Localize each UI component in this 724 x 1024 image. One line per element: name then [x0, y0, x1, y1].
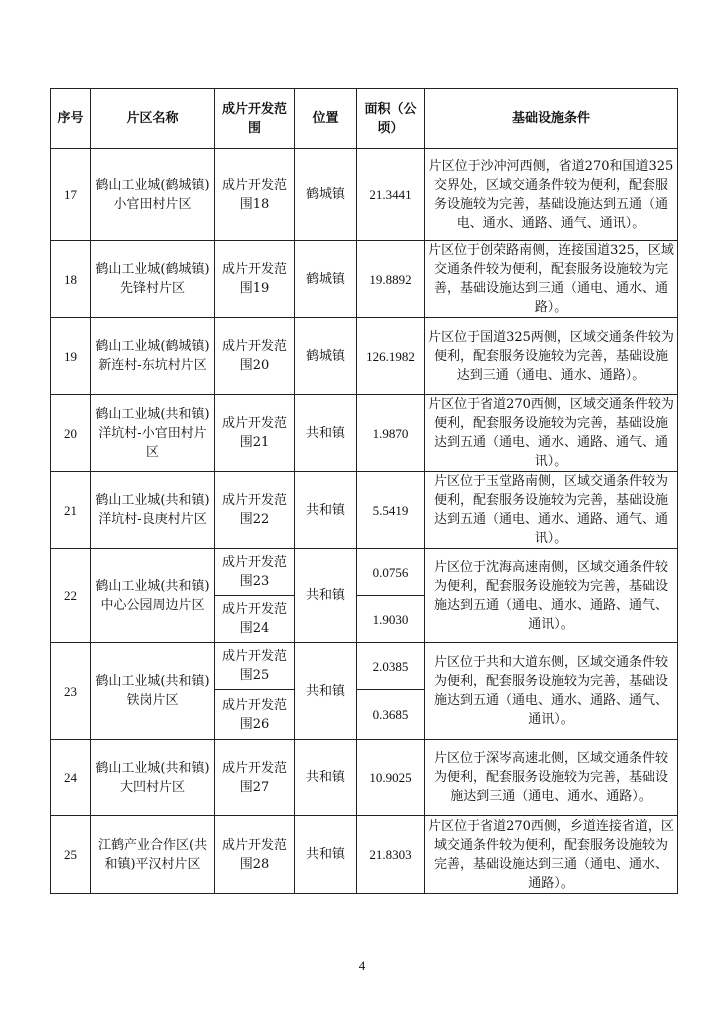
cell-conditions: 片区位于深岑高速北侧，区域交通条件较为便利，配套服务设施较为完善，基础设施达到三通（通电、通水、通路）。	[425, 740, 678, 816]
table-row	[51, 318, 678, 395]
cell-area: 10.9025	[357, 740, 425, 816]
cell-seq: 19	[51, 318, 91, 395]
cell-area: 2.0385	[357, 643, 425, 690]
cell-scope: 成片开发范围28	[215, 816, 295, 894]
cell-area: 1.9870	[357, 395, 425, 472]
cell-area: 126.1982	[357, 318, 425, 395]
cell-seq: 22	[51, 549, 91, 643]
header-conditions: 基础设施条件	[425, 89, 678, 149]
cell-scope: 成片开发范围26	[215, 690, 295, 740]
header-name: 片区名称	[91, 89, 215, 149]
table-row	[51, 816, 678, 894]
cell-conditions: 片区位于国道325两侧，区域交通条件较为便利，配套服务设施较为完善，基础设施达到三通（通电、通水、通路）。	[425, 318, 678, 395]
cell-conditions: 片区位于创荣路南侧，连接国道325，区域交通条件较为便利，配套服务设施较为完善，基础设施达到三通（通电、通水、通路）。	[425, 241, 678, 318]
cell-scope: 成片开发范围20	[215, 318, 295, 395]
cell-location: 共和镇	[295, 643, 357, 740]
table-row	[51, 149, 678, 241]
table-row	[51, 740, 678, 816]
cell-area: 5.5419	[357, 472, 425, 549]
cell-scope: 成片开发范围25	[215, 643, 295, 690]
development-zones-table	[50, 88, 678, 894]
header-location: 位置	[295, 89, 357, 149]
cell-location: 鹤城镇	[295, 241, 357, 318]
cell-area: 21.3441	[357, 149, 425, 241]
table-row	[51, 643, 678, 690]
header-scope: 成片开发范围	[215, 89, 295, 149]
cell-name: 鹤山工业城(鹤城镇) 先锋村片区	[91, 241, 215, 318]
cell-conditions: 片区位于沈海高速南侧，区域交通条件较为便利，配套服务设施较为完善，基础设施达到五通（通电、通水、通路、通气、通讯）。	[425, 549, 678, 643]
cell-seq: 25	[51, 816, 91, 894]
cell-seq: 21	[51, 472, 91, 549]
cell-scope: 成片开发范围24	[215, 596, 295, 643]
cell-seq: 24	[51, 740, 91, 816]
cell-location: 共和镇	[295, 816, 357, 894]
page-number: 4	[358, 958, 366, 973]
cell-location: 共和镇	[295, 395, 357, 472]
cell-scope: 成片开发范围19	[215, 241, 295, 318]
cell-location: 鹤城镇	[295, 149, 357, 241]
cell-conditions: 片区位于省道270西侧，区域交通条件较为便利，配套服务设施较为完善，基础设施达到五通（通电、通水、通路、通气、通讯）。	[425, 395, 678, 472]
cell-seq: 20	[51, 395, 91, 472]
cell-name: 鹤山工业城(共和镇) 中心公园周边片区	[91, 549, 215, 643]
cell-seq: 18	[51, 241, 91, 318]
cell-area: 0.3685	[357, 690, 425, 740]
cell-location: 共和镇	[295, 472, 357, 549]
cell-area: 19.8892	[357, 241, 425, 318]
cell-conditions: 片区位于省道270西侧，乡道连接省道，区域交通条件较为便利，配套服务设施较为完善，基础设施达到三通（通电、通水、通路）。	[425, 816, 678, 894]
table-row	[51, 472, 678, 549]
cell-name: 鹤山工业城(共和镇) 大凹村片区	[91, 740, 215, 816]
cell-conditions: 片区位于共和大道东侧，区域交通条件较为便利，配套服务设施较为完善，基础设施达到五通（通电、通水、通路、通气、通讯）。	[425, 643, 678, 740]
cell-name: 鹤山工业城(鹤城镇) 新连村-东坑村片区	[91, 318, 215, 395]
cell-location: 鹤城镇	[295, 318, 357, 395]
cell-name: 鹤山工业城(共和镇) 洋坑村-良庚村片区	[91, 472, 215, 549]
cell-seq: 17	[51, 149, 91, 241]
cell-location: 共和镇	[295, 740, 357, 816]
table-row	[51, 241, 678, 318]
cell-area: 0.0756	[357, 549, 425, 596]
cell-name: 鹤山工业城(共和镇) 铁岗片区	[91, 643, 215, 740]
cell-name: 江鹤产业合作区(共和镇)平汉村片区	[91, 816, 215, 894]
header-seq: 序号	[51, 89, 91, 149]
table-row	[51, 549, 678, 596]
cell-name: 鹤山工业城(共和镇) 洋坑村-小官田村片区	[91, 395, 215, 472]
cell-location: 共和镇	[295, 549, 357, 643]
header-row	[51, 89, 678, 149]
header-area: 面积（公顷）	[357, 89, 425, 149]
cell-seq: 23	[51, 643, 91, 740]
cell-conditions: 片区位于玉堂路南侧，区域交通条件较为便利，配套服务设施较为完善，基础设施达到五通（通电、通水、通路、通气、通讯）。	[425, 472, 678, 549]
cell-name: 鹤山工业城(鹤城镇)小官田村片区	[91, 149, 215, 241]
cell-scope: 成片开发范围22	[215, 472, 295, 549]
cell-scope: 成片开发范围27	[215, 740, 295, 816]
cell-conditions: 片区位于沙冲河西侧，省道270和国道325交界处，区域交通条件较为便利，配套服务设施较为完善，基础设施达到五通（通电、通水、通路、通气、通讯）。	[425, 149, 678, 241]
cell-area: 21.8303	[357, 816, 425, 894]
table-row	[51, 395, 678, 472]
cell-scope: 成片开发范围18	[215, 149, 295, 241]
cell-scope: 成片开发范围21	[215, 395, 295, 472]
cell-area: 1.9030	[357, 596, 425, 643]
cell-scope: 成片开发范围23	[215, 549, 295, 596]
